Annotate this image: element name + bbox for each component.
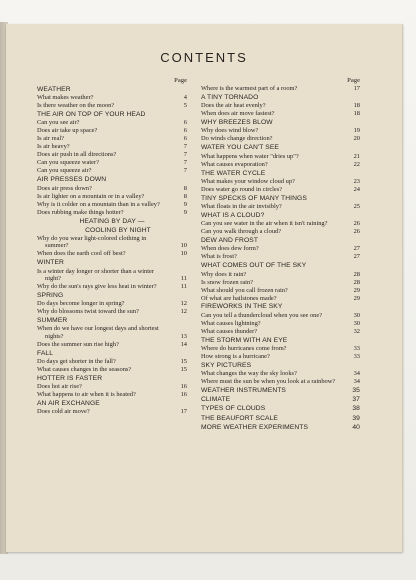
section-heading [37, 175, 187, 184]
toc-entry-text: What should you call frozen rain? [201, 286, 288, 294]
toc-entry-text: Do days become longer in spring? [37, 300, 125, 308]
toc-entry-text: Does air push in all directions? [37, 151, 117, 159]
section-heading [201, 93, 360, 102]
section-heading [201, 386, 360, 395]
toc-entry [37, 341, 187, 349]
toc-entry-text: When do we have our longest days and shortest nights? [37, 325, 159, 340]
page-number: 30 [353, 319, 360, 327]
page-number: 12 [180, 308, 187, 316]
toc-entry [37, 94, 187, 102]
toc-entry [201, 378, 360, 386]
section-heading-text: A TINY TORNADO [201, 93, 259, 101]
page-number: 26 [353, 228, 360, 236]
section-heading [201, 211, 360, 220]
toc-entry-text: When does air move fastest? [201, 110, 275, 118]
toc-entry-text: Can you see water in the air when it isn't raining? [201, 220, 328, 228]
section-heading [37, 349, 187, 358]
page-title: CONTENTS [160, 50, 248, 65]
section-heading [37, 399, 187, 408]
page-number: 18 [353, 102, 360, 110]
section-heading [201, 404, 360, 413]
section-heading-text: THE BEAUFORT SCALE [201, 414, 278, 422]
section-heading-text: HOTTER IS FASTER [37, 374, 103, 382]
toc-entry [37, 235, 187, 250]
toc-entry-text: Why do the sun's rays give less heat in winter? [37, 282, 157, 290]
section-heading-text: SPRING [37, 291, 64, 299]
section-heading [37, 258, 187, 267]
page-label: Page [347, 77, 360, 84]
section-heading [201, 261, 360, 270]
toc-entry-text: Where must the sun be when you look at a rainbow? [201, 378, 336, 386]
toc-entry [201, 110, 360, 118]
section-heading [201, 361, 360, 370]
toc-entry-text: Is there weather on the moon? [37, 102, 115, 110]
page-number: 12 [180, 300, 187, 308]
section-heading-text: WHY BREEZES BLOW [201, 119, 273, 127]
page-label: Page [174, 77, 187, 84]
page-number: 16 [180, 391, 187, 399]
toc-entry-text: Why does it rain? [201, 270, 247, 278]
section-heading-text: THE STORM WITH AN EYE [201, 336, 288, 344]
section-heading-text: HEATING BY DAY — COOLING BY NIGHT [79, 217, 151, 234]
toc-entry-text: When does the earth cool off best? [37, 250, 126, 258]
toc-entry [37, 119, 187, 127]
section-heading [37, 374, 187, 383]
toc-entry [37, 193, 187, 201]
toc-entry-text: Does rubbing make things hotter? [37, 208, 124, 216]
toc-entry-text: Is snow frozen rain? [201, 278, 253, 286]
page-number: 28 [353, 278, 360, 286]
toc-entry-text: What makes weather? [37, 94, 94, 102]
toc-entry [37, 209, 187, 217]
toc-entry-text: Why is it colder on a mountain than in a valley? [37, 200, 160, 208]
toc-list-right [201, 85, 360, 432]
toc-list-left [37, 85, 187, 416]
toc-entry-text: Does the summer sun rise high? [37, 340, 119, 348]
page-number: 26 [353, 220, 360, 228]
toc-entry-text: What makes your window cloud up? [201, 177, 295, 185]
section-heading-text: CLIMATE [201, 396, 231, 404]
toc-entry [37, 308, 187, 316]
page-number: 32 [353, 327, 360, 335]
page-number: 33 [353, 344, 360, 352]
toc-entry [201, 153, 360, 161]
section-heading-text: WATER YOU CAN'T SEE [201, 144, 279, 152]
toc-entry [201, 312, 360, 320]
toc-entry-text: Can you see air? [37, 119, 80, 127]
toc-entry [37, 151, 187, 159]
toc-entry [201, 353, 360, 361]
section-heading [201, 336, 360, 345]
section-heading [201, 414, 360, 423]
toc-entry-text: Where do hurricanes come from? [201, 344, 287, 352]
page-number: 18 [353, 110, 360, 118]
section-heading-text: AN AIR EXCHANGE [37, 400, 100, 408]
page-number: 6 [183, 135, 187, 143]
toc-entry [201, 328, 360, 336]
toc-entry [201, 102, 360, 110]
toc-entry [201, 178, 360, 186]
section-heading-text: MORE WEATHER EXPERIMENTS [201, 423, 309, 431]
page-number: 7 [183, 167, 187, 175]
section-heading [37, 291, 187, 300]
section-heading-text: WHAT IS A CLOUD? [201, 211, 265, 219]
contents-column-left [37, 76, 187, 416]
toc-entry-text: What causes changes in the seasons? [37, 365, 132, 373]
toc-entry-text: Does water go round in circles? [201, 185, 283, 193]
page-number: 10 [180, 242, 187, 250]
toc-entry [37, 358, 187, 366]
page-number: 22 [353, 160, 360, 168]
section-heading [37, 316, 187, 325]
toc-entry [37, 408, 187, 416]
page-number: 21 [353, 152, 360, 160]
toc-entry [37, 135, 187, 143]
page-number: 27 [353, 253, 360, 261]
page-number: 15 [180, 365, 187, 373]
section-heading-text: WINTER [37, 259, 64, 267]
section-heading-text: DEW AND FROST [201, 237, 259, 245]
section-heading-text: TINY SPECKS OF MANY THINGS [201, 194, 307, 202]
toc-entry-text: Is air real? [37, 135, 64, 143]
section-heading-text: THE AIR ON TOP OF YOUR HEAD [37, 111, 146, 119]
section-heading [201, 395, 360, 404]
section-heading-text: FIREWORKS IN THE SKY [201, 303, 283, 311]
section-heading [201, 423, 360, 432]
toc-entry [37, 143, 187, 151]
page-number: 27 [353, 245, 360, 253]
toc-entry-text: What happens to air when it is heated? [37, 391, 136, 399]
toc-entry [201, 161, 360, 169]
toc-entry [201, 370, 360, 378]
page-number: 35 [352, 387, 360, 395]
page-number: 4 [183, 94, 187, 102]
section-heading [201, 236, 360, 245]
toc-entry [201, 135, 360, 143]
page-number: 11 [180, 282, 187, 290]
page-number: 23 [353, 177, 360, 185]
toc-entry-text: Can you squeeze water? [37, 159, 99, 167]
toc-entry-text: Does air take up space? [37, 127, 98, 135]
page-number: 8 [183, 192, 187, 200]
section-heading-text: SKY PICTURES [201, 361, 252, 369]
page-number: 19 [353, 127, 360, 135]
toc-entry-text: What happens when water "dries up"? [201, 152, 299, 160]
page-number: 13 [180, 332, 187, 340]
section-heading-text: WHAT COMES OUT OF THE SKY [201, 262, 307, 270]
page-number: 39 [352, 414, 360, 422]
toc-entry [201, 127, 360, 135]
toc-entry [37, 201, 187, 209]
contents-page [6, 24, 403, 552]
section-heading-text: WEATHER [37, 85, 71, 93]
section-heading [201, 143, 360, 152]
toc-entry-text: Where is the warmest part of a room? [201, 85, 298, 92]
section-heading [201, 194, 360, 203]
toc-entry [201, 295, 360, 303]
toc-entry-text: Can you tell a thundercloud when you see one? [201, 311, 323, 319]
toc-entry-text: Does cold air move? [37, 408, 90, 416]
page-number: 40 [352, 423, 360, 431]
section-heading [37, 110, 187, 119]
section-heading-text: TYPES OF CLOUDS [201, 405, 266, 413]
page-number: 14 [180, 340, 187, 348]
toc-entry [37, 250, 187, 258]
toc-entry [37, 383, 187, 391]
toc-entry-text: What is frost? [201, 253, 237, 261]
page-number: 16 [180, 383, 187, 391]
toc-entry-text: Why do you wear light-colored clothing in summer? [37, 234, 147, 250]
toc-entry-text: What causes evaporation? [201, 160, 268, 168]
page-number: 15 [180, 357, 187, 365]
toc-entry-text: What changes the way the sky looks? [201, 370, 297, 378]
section-heading [201, 118, 360, 127]
toc-entry-text: How strong is a hurricane? [201, 352, 270, 360]
page-number: 34 [353, 378, 360, 386]
toc-entry-text: Can you squeeze air? [37, 167, 92, 175]
section-heading [37, 217, 187, 235]
page-number: 29 [353, 294, 360, 302]
section-heading-text: AIR PRESSES DOWN [37, 176, 107, 184]
toc-entry [201, 220, 360, 228]
page-number: 38 [352, 405, 360, 413]
toc-entry-text: Does air press down? [37, 184, 92, 192]
toc-entry-text: What causes thunder? [201, 327, 258, 335]
toc-entry [201, 287, 360, 295]
toc-entry [201, 245, 360, 253]
toc-entry-text: What causes lightning? [201, 319, 261, 327]
page-number: 9 [183, 208, 187, 216]
toc-entry-text: Of what are hailstones made? [201, 294, 277, 302]
page-number: 7 [183, 143, 187, 151]
page-number: 7 [183, 151, 187, 159]
page-number: 24 [353, 185, 360, 193]
section-heading-text: FALL [37, 349, 54, 357]
page-number: 25 [353, 202, 360, 210]
toc-entry-text: Is a winter day longer or shorter than a winter night? [37, 267, 154, 282]
toc-entry [201, 345, 360, 353]
toc-entry-text: Can you walk through a cloud? [201, 228, 282, 236]
toc-entry [37, 185, 187, 193]
page-number: 7 [183, 159, 187, 167]
toc-entry [37, 167, 187, 175]
section-heading [37, 85, 187, 94]
toc-entry-text: Why do blossoms twist toward the sun? [37, 308, 139, 316]
toc-entry [37, 102, 187, 110]
toc-entry-text: Do days get shorter in the fall? [37, 357, 116, 365]
toc-entry [37, 391, 187, 399]
section-heading [201, 303, 360, 312]
toc-entry [37, 325, 187, 340]
toc-entry [201, 85, 360, 93]
page-number: 30 [353, 311, 360, 319]
toc-entry [37, 268, 187, 283]
page-number: 28 [353, 270, 360, 278]
toc-entry [201, 186, 360, 194]
page-number: 20 [353, 135, 360, 143]
page-number: 34 [353, 370, 360, 378]
toc-entry-text: What floats in the air invisibly? [201, 202, 282, 210]
section-heading [201, 169, 360, 178]
section-heading-text: THE WATER CYCLE [201, 169, 266, 177]
toc-entry [201, 203, 360, 211]
toc-entry [37, 366, 187, 374]
toc-entry [37, 283, 187, 291]
toc-entry [201, 279, 360, 287]
page-number: 11 [180, 274, 187, 282]
contents-column-right [201, 76, 360, 432]
page-number: 29 [353, 286, 360, 294]
toc-entry-text: Why does wind blow? [201, 127, 259, 135]
section-heading-text: WEATHER INSTRUMENTS [201, 387, 286, 395]
page-number: 9 [183, 200, 187, 208]
toc-entry-text: When does dew form? [201, 245, 259, 253]
toc-entry [37, 300, 187, 308]
page-number: 6 [183, 127, 187, 135]
page-number: 33 [353, 352, 360, 360]
page-number: 6 [183, 119, 187, 127]
toc-entry [201, 253, 360, 261]
page-number: 17 [353, 85, 360, 92]
page-number: 8 [183, 184, 187, 192]
toc-entry-text: Is air lighter on a mountain or in a valley? [37, 192, 145, 200]
toc-entry-text: Does hot air rise? [37, 383, 82, 391]
page-number: 17 [180, 408, 187, 416]
toc-entry-text: Do winds change direction? [201, 135, 273, 143]
page-number: 10 [180, 250, 187, 258]
toc-entry-text: Does the air heat evenly? [201, 102, 266, 110]
toc-entry [37, 159, 187, 167]
toc-entry [201, 320, 360, 328]
toc-entry [201, 228, 360, 236]
toc-entry [37, 127, 187, 135]
page-number: 37 [352, 396, 360, 404]
toc-entry-text: Is air heavy? [37, 143, 70, 151]
toc-entry [201, 271, 360, 279]
section-heading-text: SUMMER [37, 317, 68, 325]
page-number: 5 [183, 102, 187, 110]
